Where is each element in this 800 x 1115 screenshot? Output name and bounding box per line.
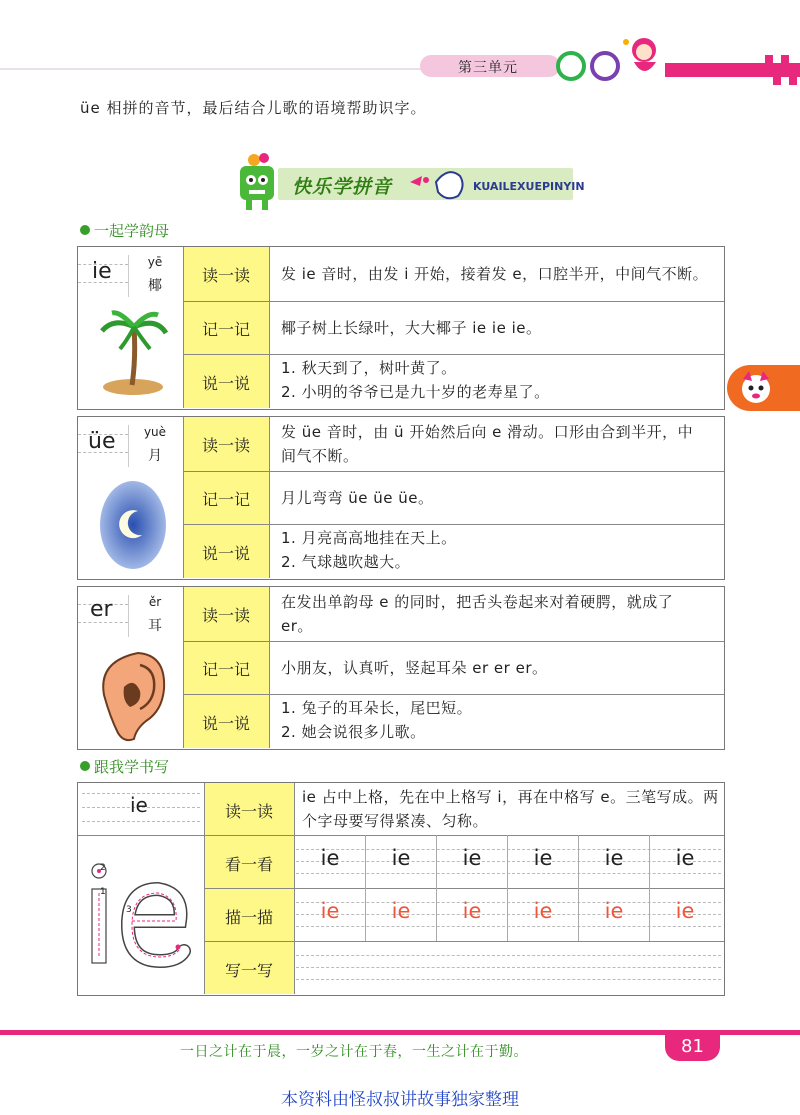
unit-title-pill (420, 55, 560, 77)
girl-mascot-icon (620, 32, 668, 82)
say-line-1: 1. 兔子的耳朵长，尾巴短。 (281, 699, 473, 717)
remember-text: 月儿弯弯 üe üe üe。 (281, 489, 434, 507)
writing-read-line-2: 个字母要写得紧凑、匀称。 (302, 812, 489, 830)
phoneme-divider (128, 425, 129, 467)
phoneme-block-ie (77, 246, 725, 410)
look-cell: ie (533, 846, 553, 870)
label-look: 看一看 (224, 855, 273, 874)
banner-title: 快乐学拼音 (292, 176, 393, 198)
checker-1 (765, 55, 773, 63)
phoneme-ue: üe (88, 429, 116, 454)
phoneme-ie: ie (92, 259, 112, 284)
divider-h (183, 471, 724, 472)
phoneme-block-er (77, 586, 725, 750)
label-say: 说一说 (201, 374, 250, 393)
pinyin-ye: yē (147, 255, 163, 269)
guide-line (82, 821, 200, 822)
divider-h (204, 888, 724, 889)
trace-cell[interactable]: ie (604, 899, 624, 923)
pinyin-er: ěr (148, 595, 162, 609)
label-read: 读一读 (201, 266, 250, 285)
palm-tree-icon (98, 309, 168, 399)
section-title-write-text: 跟我学书写 (94, 758, 170, 776)
read-line-2: 间气不断。 (281, 447, 359, 465)
look-cell: ie (391, 846, 411, 870)
phoneme-block-ue (77, 416, 725, 580)
header-pink-strip (665, 63, 800, 77)
unit-title: 第三单元 (458, 60, 518, 76)
divider-h (204, 941, 724, 942)
divider-h (183, 301, 724, 302)
intro-text: üe 相拼的音节，最后结合儿歌的语境帮助识字。 (80, 99, 427, 117)
read-line-1: 在发出单韵母 e 的同时，把舌头卷起来对着硬腭，就成了 (281, 593, 674, 611)
fox-mascot-icon (737, 369, 775, 407)
writing-letter: ie (130, 793, 148, 817)
banner (230, 152, 585, 212)
divider-v (269, 417, 270, 578)
bullet-dot-icon (80, 225, 90, 235)
label-read: 读一读 (201, 436, 250, 455)
ear-icon (94, 647, 170, 743)
divider-h (183, 354, 724, 355)
say-line-2: 2. 她会说很多儿歌。 (281, 723, 426, 741)
robot-mascot-icon (230, 152, 286, 212)
pinyin-yue: yuè (143, 425, 167, 439)
phoneme-divider (128, 595, 129, 637)
guide-line (296, 873, 721, 874)
guide-line (296, 926, 721, 927)
look-cell: ie (675, 846, 695, 870)
trace-cell[interactable]: ie (533, 899, 553, 923)
look-cell: ie (462, 846, 482, 870)
label-read: 读一读 (201, 606, 250, 625)
label-say: 说一说 (201, 714, 250, 733)
label-remember: 记一记 (201, 490, 250, 509)
checker-3 (773, 77, 781, 85)
say-line-1: 1. 月亮高高地挂在天上。 (281, 529, 457, 547)
divider-h (183, 694, 724, 695)
label-say: 说一说 (201, 544, 250, 563)
banner-subtitle: KUAILEXUEPINYIN (473, 180, 585, 193)
trace-cell[interactable]: ie (391, 899, 411, 923)
hanzi-ye: 椰 (148, 278, 162, 294)
look-cell: ie (320, 846, 340, 870)
label-trace: 描一描 (224, 908, 273, 927)
checker-2 (781, 55, 789, 63)
writing-read-line-1: ie 占中上格，先在中上格写 i，再在中格写 e。三笔写成。两 (302, 788, 719, 806)
look-cell: ie (604, 846, 624, 870)
footer-motto: 一日之计在于晨，一岁之计在于春，一生之计在于勤。 (180, 1044, 528, 1060)
label-remember: 记一记 (201, 660, 250, 679)
pointing-hand-icon (408, 162, 470, 204)
say-line-2: 2. 小明的爷爷已是九十岁的老寿星了。 (281, 383, 550, 401)
credit-text: 本资料由怪叔叔讲故事独家整理 (281, 1090, 519, 1110)
checker-4 (789, 77, 797, 85)
section-title-learn (80, 220, 169, 241)
header-ring-purple (590, 51, 620, 81)
divider-h (183, 641, 724, 642)
divider-v (269, 587, 270, 748)
label-write: 写一写 (224, 961, 273, 980)
trace-cell[interactable]: ie (675, 899, 695, 923)
read-text: 发 ie 音时，由发 i 开始，接着发 e，口腔半开，中间气不断。 (281, 265, 709, 283)
divider-h (78, 835, 724, 836)
say-line-2: 2. 气球越吹越大。 (281, 553, 411, 571)
divider-h (183, 524, 724, 525)
stroke-num-3: 3 (126, 905, 132, 915)
trace-cell[interactable]: ie (320, 899, 340, 923)
write-practice-area[interactable] (296, 943, 721, 991)
section-title-learn-text: 一起学韵母 (94, 222, 170, 240)
stroke-order-diagram (88, 857, 198, 969)
say-line-1: 1. 秋天到了，树叶黄了。 (281, 359, 457, 377)
label-remember: 记一记 (201, 320, 250, 339)
page-number: 81 (665, 1033, 720, 1061)
stroke-num-2: 2 (100, 863, 106, 873)
trace-cell[interactable]: ie (462, 899, 482, 923)
read-line-1: 发 üe 音时，由 ü 开始然后向 e 滑动。口形由合到半开，中 (281, 423, 694, 441)
header-ring-green (556, 51, 586, 81)
writing-block (77, 782, 725, 996)
read-line-2: er。 (281, 617, 313, 635)
bullet-dot-icon (80, 761, 90, 771)
hanzi-yue: 月 (148, 448, 162, 464)
divider-v (269, 247, 270, 408)
moon-icon (98, 477, 168, 573)
phoneme-divider (128, 255, 129, 297)
hanzi-er: 耳 (148, 618, 162, 634)
label-read: 读一读 (224, 802, 273, 821)
phoneme-er: er (90, 597, 113, 622)
section-title-write (80, 756, 169, 777)
remember-text: 椰子树上长绿叶，大大椰子 ie ie ie。 (281, 319, 542, 337)
guide-line (78, 622, 128, 623)
side-tab (727, 365, 800, 411)
remember-text: 小朋友，认真听，竖起耳朵 er er er。 (281, 659, 548, 677)
stroke-num-1: 1 (100, 887, 106, 897)
